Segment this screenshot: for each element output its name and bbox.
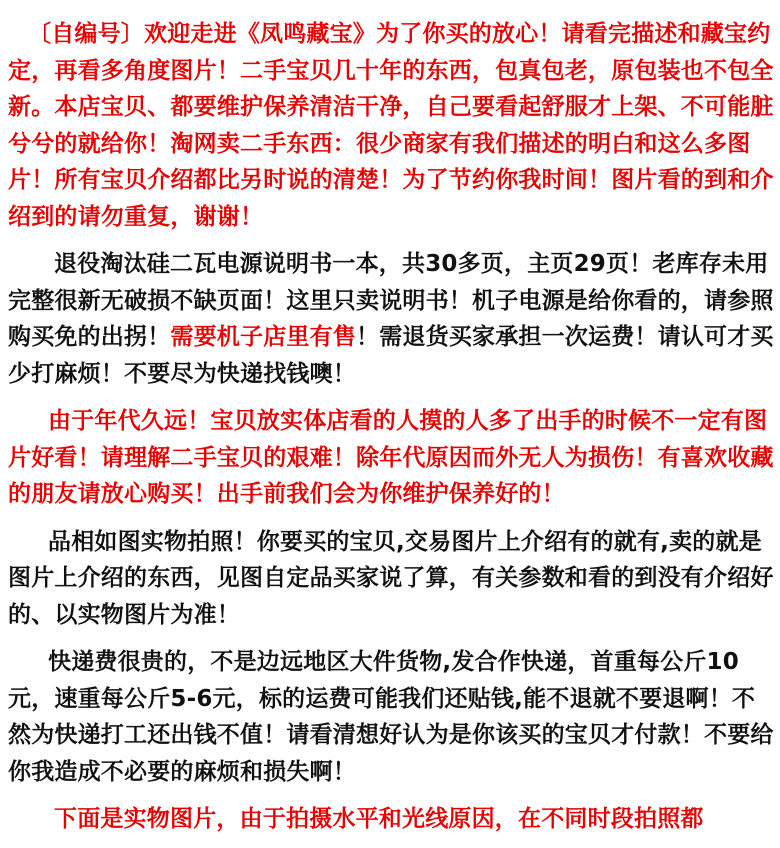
listing-description — [8, 16, 774, 838]
product-highlight: 需要机子店里有售 — [170, 324, 357, 350]
shipping-paragraph: 快递费很贵的，不是边远地区大件货物,发合作快递，首重每公斤10元，速重每公斤5-6元，标的运费可能我们还贴钱,能不退就不要退啊！不然为快递打工还出钱不值！请看清想好认为是你该买的宝贝才付款！不要给你我造成不必要的麻烦和损失啊！ — [8, 649, 774, 785]
product-text-before: 退役淘汰硅二瓦电源说明书一本，共30多页，主页29页！老库存未用完整很新无破损不缺页面！这里只卖说明书！机子电源是给你看的，请参照购买免的出拐！ — [8, 251, 774, 350]
age-notice-paragraph: 由于年代久远！宝贝放实体店看的人摸的人多了出手的时候不一定有图片好看！请理解二手宝贝的艰难！除年代原因而外无人为损伤！有喜欢收藏的朋友请放心购买！出手前我们会为你维护保养好的！ — [8, 408, 774, 507]
intro-paragraph: 〔自编号〕欢迎走进《凤鸣藏宝》为了你买的放心！请看完描述和藏宝约定，再看多角度图片！二手宝贝几十年的东西，包真包老，原包装也不包全新。本店宝贝、都要维护保养清洁干净，自己要看起舒服才上架、不可能脏兮兮的就给你！淘网卖二手东西：很少商家有我们描述的明白和这么多图片！所有宝贝介绍都比另时说的清楚！为了节约你我时间！图片看的到和介绍到的请勿重复，谢谢！ — [8, 21, 774, 230]
product-text-after: ！需退货买家承担一次运费！请认可才买少打麻烦！不要尽为快递找钱噢！ — [8, 324, 774, 387]
product-paragraph — [8, 246, 774, 392]
condition-paragraph: 品相如图实物拍照！你要买的宝贝,交易图片上介绍有的就有,卖的就是图片上介绍的东西，见图自定品买家说了算，有关参数和看的到没有介绍好的、以实物图片为准！ — [8, 528, 774, 628]
photos-notice-paragraph: 下面是实物图片，由于拍摄水平和光线原因，在不同时段拍照都 — [54, 806, 704, 832]
